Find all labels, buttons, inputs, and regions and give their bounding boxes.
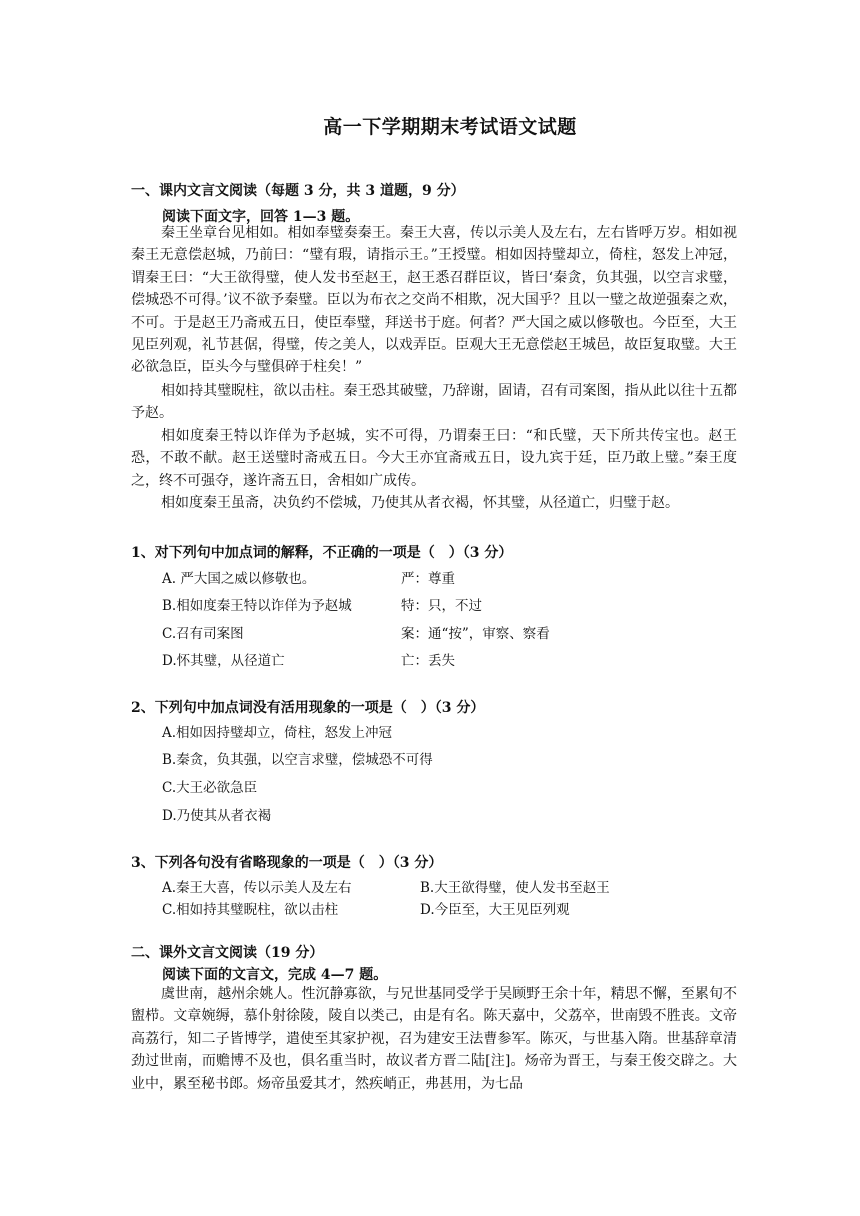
section2-instruction: 阅读下面的文言文，完成 4—7 题。 bbox=[162, 967, 388, 983]
question-1-gloss: 亡：丢失 bbox=[401, 653, 455, 669]
passage2-paragraph: 虞世南，越州余姚人。性沉静寡欲，与兄世基同受学于吴顾野王余十年，精思不懈，至累旬不盥栉。文章婉缛，慕仆射徐陵，陵自以类己，由是有名。陈天嘉中，父荔卒，世南毁不胜丧。文帝高荔行，知二子皆博学，遣使至其家护视，召为建安王法曹参军。陈灭，与世基入隋。世基辞章清劲过世南，而赡博不及也，俱名重当时，故议者方晋二陆[注]。炀帝为晋王，与秦王俊交辟之。大业中，累至秘书郎。炀帝虽爱其才，然疾峭正，弗甚用，为七品 bbox=[131, 986, 737, 1092]
page-title: 高一下学期期末考试语文试题 bbox=[323, 116, 577, 138]
section1-heading: 一、课内文言文阅读（每题 3 分，共 3 道题，9 分） bbox=[131, 183, 465, 199]
question-1-option: A. 严大国之威以修敬也。 bbox=[162, 571, 316, 587]
question-2-option: C.大王必欲急臣 bbox=[162, 780, 258, 796]
question-3-option: B.大王欲得璧，使人发书至赵王 bbox=[420, 880, 610, 896]
question-3-stem: 3、下列各句没有省略现象的一项是（ ）（3 分） bbox=[131, 855, 443, 871]
passage1-paragraph: 相如持其璧睨柱，欲以击柱。秦王恐其破璧，乃辞谢，固请，召有司案图，指从此以往十五都予赵。 bbox=[131, 383, 737, 422]
section2-heading: 二、课外文言文阅读（19 分） bbox=[131, 945, 324, 961]
question-3-option: A.秦王大喜，传以示美人及左右 bbox=[162, 880, 352, 896]
question-1-gloss: 案：通“按”，审察、察看 bbox=[401, 626, 550, 642]
passage1-paragraph: 相如度秦王虽斋，决负约不偿城，乃使其从者衣褐，怀其璧，从径道亡，归璧于赵。 bbox=[161, 495, 679, 511]
passage1-paragraph: 秦王坐章台见相如。相如奉璧奏秦王。秦王大喜，传以示美人及左右，左右皆呼万岁。相如视秦王无意偿赵城，乃前曰：“璧有瑕，请指示王。”王授璧。相如因持璧却立，倚柱，怒发上冲冠，谓秦王曰：“大王欲得璧，使人发书至赵王，赵王悉召群臣议，皆曰‘秦贪，负其强，以空言求璧，偿城恐不可得。’议不欲予秦璧。臣以为布衣之交尚不相欺，况大国乎？且以一璧之故逆强秦之欢，不可。于是赵王乃斋戒五日，使臣奉璧，拜送书于庭。何者？严大国之威以修敬也。今臣至，大王见臣列观，礼节甚倨，得璧，传之美人，以戏弄臣。臣观大王无意偿赵王城邑，故臣复取璧。大王必欲急臣，臣头今与璧俱碎于柱矣！” bbox=[131, 225, 737, 376]
question-1-option: D.怀其璧，从径道亡 bbox=[162, 653, 285, 669]
question-2-option: B.秦贪，负其强，以空言求璧，偿城恐不可得 bbox=[162, 752, 433, 768]
question-2-option: A.相如因持璧却立，倚柱，怒发上冲冠 bbox=[162, 725, 393, 741]
question-3-option: C.相如持其璧睨柱，欲以击柱 bbox=[162, 902, 339, 918]
question-1-option: C.召有司案图 bbox=[162, 626, 244, 642]
question-1-gloss: 严：尊重 bbox=[401, 571, 455, 587]
passage1-paragraph: 相如度秦王特以诈佯为予赵城，实不可得，乃谓秦王曰：“和氏璧，天下所共传宝也。赵王恐，不敢不献。赵王送璧时斋戒五日。今大王亦宜斋戒五日，设九宾于廷，臣乃敢上璧。”秦王度之，终不可强夺，遂许斋五日，舍相如广成传。 bbox=[131, 428, 737, 489]
question-1-option: B.相如度秦王特以诈佯为予赵城 bbox=[162, 598, 352, 614]
section1-instruction: 阅读下面文字，回答 1—3 题。 bbox=[162, 209, 360, 225]
question-3-option: D.今臣至，大王见臣列观 bbox=[420, 902, 570, 918]
question-1-gloss: 特：只，不过 bbox=[401, 598, 482, 614]
question-2-stem: 2、下列句中加点词没有活用现象的一项是（ ）（3 分） bbox=[131, 700, 485, 716]
question-1-stem: 1、对下列句中加点词的解释，不正确的一项是（ ）（3 分） bbox=[131, 545, 513, 561]
question-2-option: D.乃使其从者衣褐 bbox=[162, 808, 272, 824]
